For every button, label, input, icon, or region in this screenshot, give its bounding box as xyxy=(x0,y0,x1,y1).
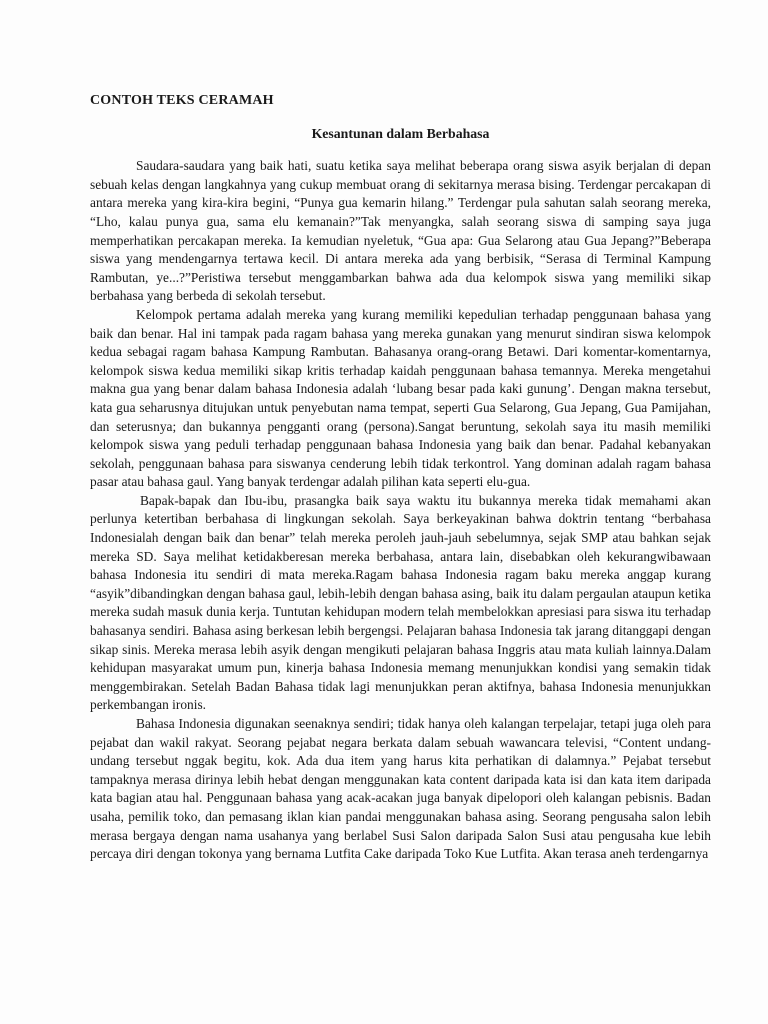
paragraph-3: Bapak-bapak dan Ibu-ibu, prasangka baik saya waktu itu bukannya mereka tidak memahami akan perlunya ketertiban berbahasa di lingkungan sekolah. Saya berkeyakinan bahwa doktrin tentang “berbahasa Indonesialah dengan baik dan benar” telah mereka peroleh jauh-jauh sebelumnya, sejak SMP atau bahkan sejak mereka SD. Saya melihat ketidakberesan mereka berbahasa, antara lain, disebabkan oleh kekurangwibawaan bahasa Indonesia itu sendiri di mata mereka.Ragam bahasa Indonesia ragam baku mereka anggap kurang “asyik”dibandingkan dengan bahasa gaul, lebih-lebih dengan bahasa asing, baik itu dalam pergaulan ataupun ketika mereka sudah masuk dunia kerja. Tuntutan kehidupan modern telah membelokkan apresiasi para siswa itu terhadap bahasanya sendiri. Bahasa asing berkesan lebih bergengsi. Pelajaran bahasa Indonesia tak jarang ditanggapi dengan sikap sinis. Mereka merasa lebih asyik dengan mengikuti pelajaran bahasa Inggris atau mata kuliah lainnya.Dalam kehidupan masyarakat umum pun, kinerja bahasa Indonesia memang menunjukkan kondisi yang semakin tidak menggembirakan. Setelah Badan Bahasa tidak lagi menunjukkan peran aktifnya, bahasa Indonesia menunjukkan perkembangan ironis. xyxy=(90,492,711,713)
paragraph-4: Bahasa Indonesia digunakan seenaknya sendiri; tidak hanya oleh kalangan terpelajar, tetapi juga oleh para pejabat dan wakil rakyat. Seorang pejabat negara berkata dalam sebuah wawancara televisi, “Content undang-undang tersebut nggak begitu, kok. Ada dua item yang harus kita perhatikan di dalamnya.” Pejabat tersebut tampaknya merasa dirinya lebih hebat dengan menggunakan kata content daripada kata isi dan kata item daripada kata bagian atau hal. Penggunaan bahasa yang acak-acakan juga banyak dipelopori oleh kalangan pebisnis. Badan usaha, pemilik toko, dan pemasang iklan kian pandai menggunakan bahasa asing. Seorang pengusaha salon lebih merasa bergaya dengan nama usahanya yang berlabel Susi Salon daripada Salon Susi atau pengusaha kue lebih percaya diri dengan tokonya yang bernama Lutfita Cake daripada Toko Kue Lutfita. Akan terasa aneh terdengarnya xyxy=(90,716,711,862)
document-title: CONTOH TEKS CERAMAH xyxy=(90,93,274,108)
paragraph-2: Kelompok pertama adalah mereka yang kurang memiliki kepedulian terhadap penggunaan bahasa yang baik dan benar. Hal ini tampak pada ragam bahasa yang mereka gunakan yang menurut sindiran siswa kelompok kedua sebagai ragam bahasa Kampung Rambutan. Bahasanya orang-orang Betawi. Dari komentar-komentarnya, kelompok siswa kedua memiliki sikap kritis terhadap kaidah penggunaan bahasa temannya. Mereka mengetahui makna gua yang benar dalam bahasa Indonesia adalah ‘lubang besar pada kaki gunung’. Dengan makna tersebut, kata gua seharusnya ditujukan untuk penyebutan nama tempat, seperti Gua Selarong, Gua Jepang, Gua Pamijahan, dan seterusnya; dan bukannya pengganti orang (persona).Sangat beruntung, sekolah saya itu masih memiliki kelompok siswa yang peduli terhadap penggunaan bahasa Indonesia yang baik dan benar. Padahal kebanyakan sekolah, penggunaan bahasa para siswanya cenderung lebih tidak terkontrol. Yang dominan adalah ragam bahasa pasar atau bahasa gaul. Yang banyak terdengar adalah pilihan kata seperti elu-gua. xyxy=(90,306,711,490)
document-subtitle: Kesantunan dalam Berbahasa xyxy=(311,125,490,141)
document-body xyxy=(90,92,711,864)
paragraph-1: Saudara-saudara yang baik hati, suatu ketika saya melihat beberapa orang siswa asyik berjalan di depan sebuah kelas dengan langkahnya yang cukup membuat orang di sekitarnya merasa bising. Terdengar percakapan di antara mereka yang kira-kira begini, “Punya gua kemarin hilang.” Terdengar pula sahutan salah seorang mereka, “Lho, kalau punya gua, sama elu kemanain?”Tak menyangka, salah seorang siswa di samping saya juga memperhatikan percakapan mereka. Ia kemudian nyeletuk, “Gua apa: Gua Selarong atau Gua Jepang?”Beberapa siswa yang mendengarnya tertawa kecil. Di antara mereka ada yang berbisik, “Serasa di Terminal Kampung Rambutan, ye...?”Peristiwa tersebut menggambarkan bahwa ada dua kelompok siswa yang memiliki sikap berbahasa yang berbeda di sekolah tersebut. xyxy=(90,158,711,304)
